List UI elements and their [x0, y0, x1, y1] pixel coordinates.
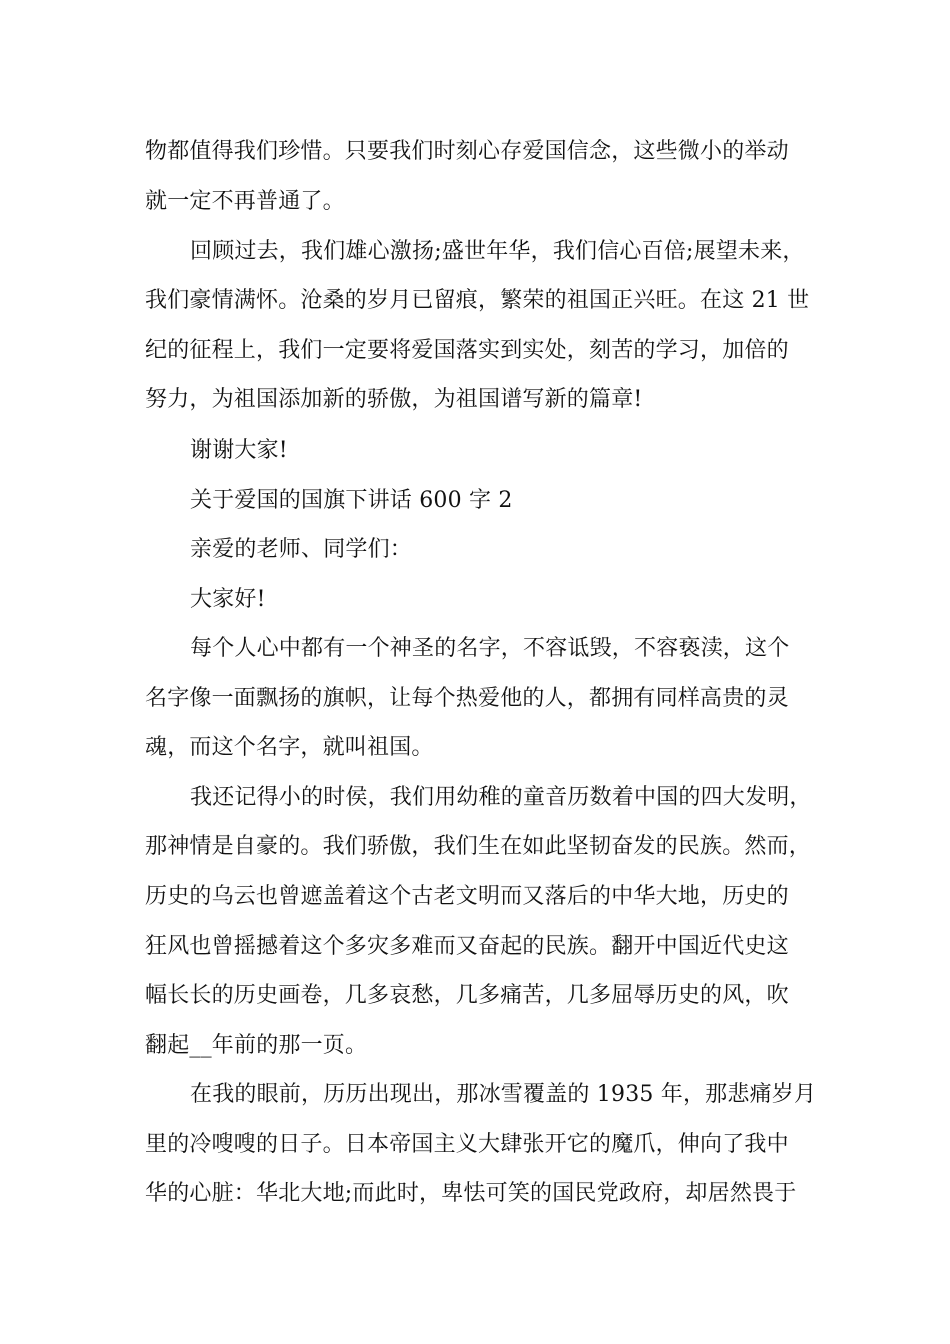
text-line: 翻起__年前的那一页。	[145, 1033, 368, 1058]
text-line: 大家好!	[190, 587, 266, 612]
text-line: 就一定不再普通了。	[145, 189, 345, 214]
text-line: 华的心脏：华北大地;而此时，卑怯可笑的国民党政府，却居然畏于	[145, 1181, 797, 1206]
text-line: 魂，而这个名字，就叫祖国。	[145, 735, 434, 760]
text-line: 谢谢大家!	[190, 438, 288, 463]
text-line: 在我的眼前，历历出现出，那冰雪覆盖的 1935 年，那悲痛岁月	[190, 1082, 817, 1107]
text-line: 幅长长的历史画卷，几多哀愁，几多痛苦，几多屈辱历史的风，吹	[145, 983, 789, 1008]
text-line: 那神情是自豪的。我们骄傲，我们生在如此坚韧奋发的民族。然而，	[145, 834, 812, 859]
text-line: 纪的征程上，我们一定要将爱国落实到实处，刻苦的学习，加倍的	[145, 338, 789, 363]
text-line: 我们豪情满怀。沧桑的岁月已留痕，繁荣的祖国正兴旺。在这 21 世	[145, 288, 810, 313]
text-line: 努力，为祖国添加新的骄傲，为祖国谱写新的篇章!	[145, 387, 643, 412]
text-line: 回顾过去，我们雄心激扬;盛世年华，我们信心百倍;展望未来，	[190, 239, 805, 264]
text-line: 名字像一面飘扬的旗帜，让每个热爱他的人，都拥有同样高贵的灵	[145, 686, 789, 711]
text-line: 狂风也曾摇撼着这个多灾多难而又奋起的民族。翻开中国近代史这	[145, 934, 789, 959]
section-heading: 关于爱国的国旗下讲话 600 字 2	[190, 488, 513, 513]
text-line: 每个人心中都有一个神圣的名字，不容诋毁，不容亵渎，这个	[190, 636, 790, 661]
text-line: 物都值得我们珍惜。只要我们时刻心存爱国信念，这些微小的举动	[145, 139, 789, 164]
text-line: 亲爱的老师、同学们：	[190, 537, 413, 562]
text-line: 历史的乌云也曾遮盖着这个古老文明而又落后的中华大地，历史的	[145, 884, 789, 909]
text-line: 我还记得小的时侯，我们用幼稚的童音历数着中国的四大发明，	[190, 785, 812, 810]
text-line: 里的冷嗖嗖的日子。日本帝国主义大肆张开它的魔爪，伸向了我中	[145, 1132, 789, 1157]
